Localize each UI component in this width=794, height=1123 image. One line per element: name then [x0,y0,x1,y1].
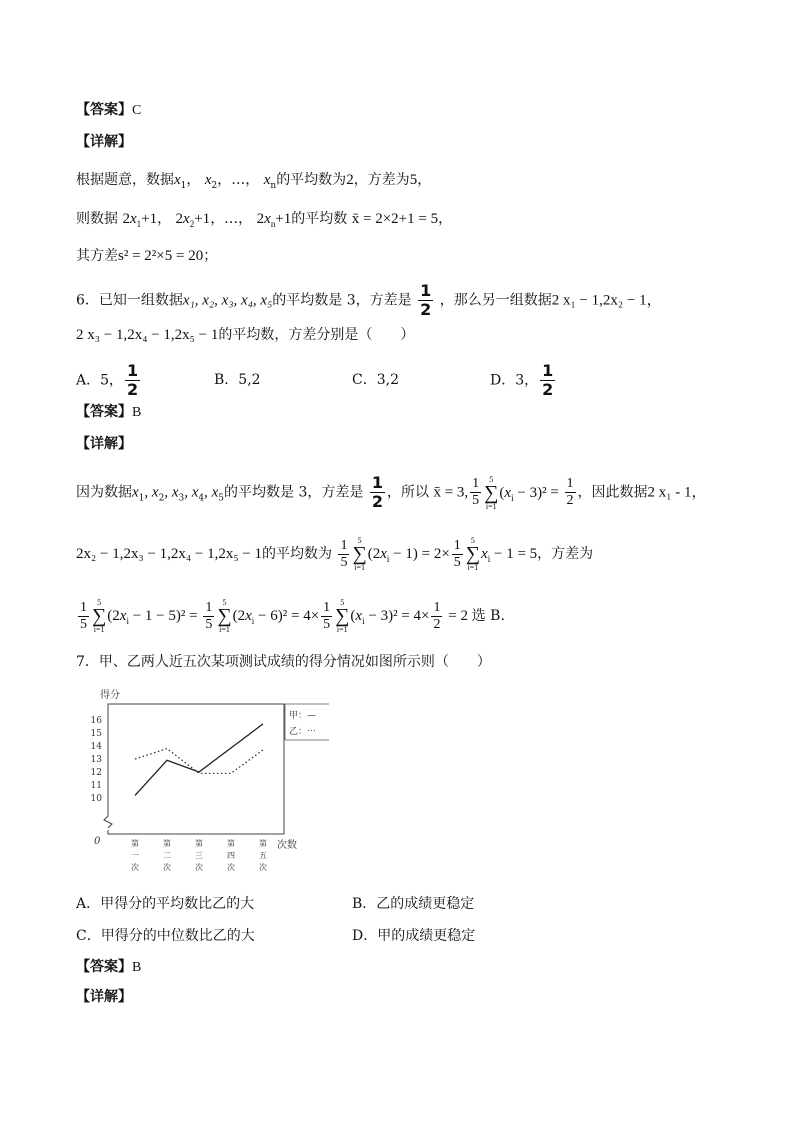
q6-option-d[interactable]: D．3， $\frac{1}{2}$ [490,361,554,399]
q6-detail-label: 【详解】 [76,436,132,452]
q6-solution-line-2: 2x₂ − 1,2x₃ − 1,2x₄ − 1,2x₅ − 1的平均数为 $\frac{1}{5}$ 5 ∑ i=1 $(2x_i - 1) = 2\times$ $\frac{1}{5}$ 5 ∑ i=1 $x_i - 1 = 5$，方差为 [76,536,594,572]
q5-solution-line-3: 其方差s² = 2²×5 = 20； [76,248,218,264]
q7-detail-label: 【详解】 [76,989,132,1005]
q7-option-c[interactable]: C．甲得分的中位数比乙的大 [76,928,255,944]
q5-solution-line-2: 则数据 $2x_1+1$， $2x_2+1$，…， $2x_n+1$的平均数 x̄ = 2×2+1 = 5， [76,211,453,229]
q6-option-c[interactable]: C．3,2 [352,372,399,388]
q6-option-b[interactable]: B．5,2 [214,372,261,388]
series-line-yi [135,749,263,774]
x-tick-label: 第一次 [131,839,139,872]
q5-answer: 【答案】C [76,102,142,118]
y-tick-label: 16 [90,716,102,726]
fraction-half: $\frac{1}{2}$ [420,281,432,319]
q7-option-a[interactable]: A．甲得分的平均数比乙的大 [76,896,255,912]
legend-entry-yi: 乙：⋯ [289,727,317,737]
legend-entry-jia: 甲：— [289,711,317,721]
q7-stem: 7．甲、乙两人近五次某项测试成绩的得分情况如图所示则（ ） [76,654,491,670]
y-tick-label: 14 [90,742,102,752]
q7-option-b[interactable]: B．乙的成绩更稳定 [352,896,475,912]
q6-stem-line-1: 6．已知一组数据x₁, x₂, x₃, x₄, x₅的平均数是 3，方差是 $\frac{1}{2}$ ，那么另一组数据2 x₁ − 1,2x₂ − 1， [76,281,662,319]
x-tick-label: 第四次 [227,839,235,872]
legend [285,704,329,740]
y-tick-label: 10 [90,794,102,804]
series-line-jia [135,724,263,796]
x-tick-label: 第五次 [259,839,267,872]
q6-option-a[interactable]: A．5， $\frac{1}{2}$ [76,361,139,399]
q5-solution-line-1: 根据题意，数据$x_1$， $x_2$，…， $x_n$的平均数为2，方差为5， [76,172,432,191]
q6-solution-line-3: $\frac{1}{5}$ 5 ∑ i=1 $(2x_i - 1 - 5)^2$ = $\frac{1}{5}$ 5 ∑ i=1 $(2x_i - 6)^2 = 4\times$ $\frac{1}{5}$ 5 ∑ i=1 $(x_i - 3)^2 = 4\times$ $\frac{1}{2}$ = 2 选 B. [80,598,505,634]
y-tick-label: 13 [90,755,102,765]
q5-detail-label: 【详解】 [76,134,132,150]
y-tick-label: 12 [90,768,102,778]
q6-solution-line-1: 因为数据$x_1$, $x_2$, $x_3$, $x_4$, $x_5$的平均数是 3，方差是 $\frac{1}{2}$ ，所以 x̄ = 3, $\frac{1}{5}$ 5 ∑ i=1 $(x_i - 3)^2$ = $\frac{1}{2}$ ，因此数据2 x₁ - 1， [76,473,707,511]
q7-answer: 【答案】B [76,959,142,975]
q6-stem-line-2: 2 x₃ − 1,2x₄ − 1,2x₅ − 1的平均数，方差分别是（ ） [76,327,415,343]
y-axis-label: 得分 [100,690,120,701]
x-tick-label: 第三次 [195,839,203,872]
x-tick-label: 第二次 [163,839,171,872]
x-axis-label: 次数 [277,840,297,851]
score-line-chart [80,684,350,880]
y-tick-label: 11 [90,781,102,791]
plot-frame [108,704,284,834]
y-tick-label: 15 [90,729,102,739]
origin-label: 0 [94,836,101,847]
q6-answer: 【答案】B [76,404,142,420]
q7-option-d[interactable]: D．甲的成绩更稳定 [352,928,476,944]
